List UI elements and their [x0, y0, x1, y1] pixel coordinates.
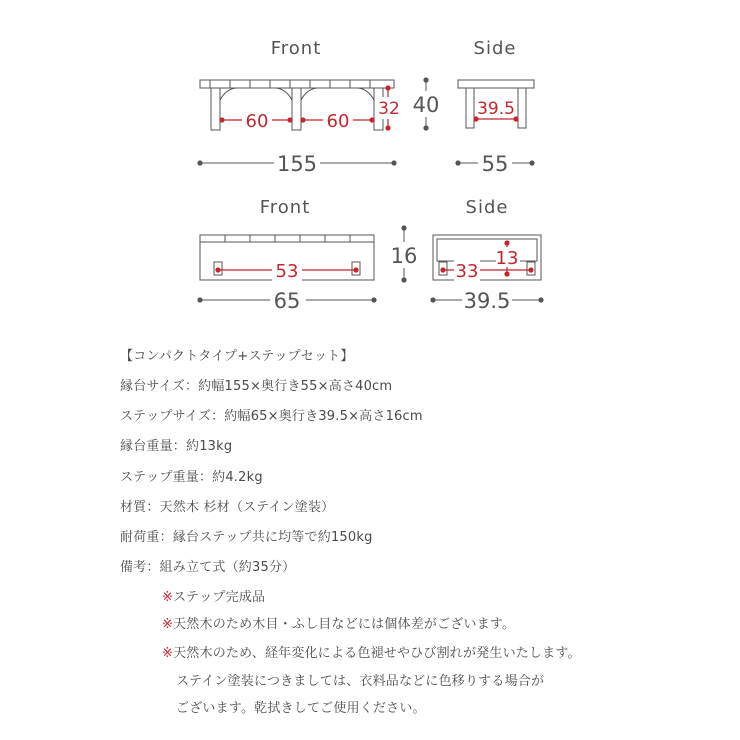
step-width-dim: [197, 287, 376, 313]
step-width-label: 65: [273, 289, 301, 313]
step-front-inner-dim: [215, 259, 358, 282]
note-text: 天然木のため木目・ふし目などには個体差がございます。: [173, 617, 516, 632]
product-dimension-diagram: [0, 0, 740, 330]
bench-side-title: Side: [473, 38, 517, 59]
note-mark: ※: [162, 617, 174, 632]
bench-front-dim-b: 60: [326, 111, 350, 132]
bench-height-dim: [412, 77, 442, 130]
spec-bench-size: 縁台サイズ：約幅155×奥行き55×高さ40cm: [120, 379, 393, 394]
spec-material: 材質：天然木 杉材（ステイン塗装）: [120, 500, 335, 515]
bench-front-drawing: [200, 80, 394, 130]
step-height-label: 16: [390, 244, 418, 268]
bench-front-title: Front: [270, 38, 322, 59]
note-mark: ※: [162, 646, 174, 661]
step-side-leg-label: 13: [495, 248, 519, 269]
bench-side-inner-dim: [473, 99, 518, 122]
note-item: [162, 613, 515, 632]
step-side-drawing: [433, 235, 541, 280]
note-item: [162, 586, 265, 605]
step-side-title: Side: [465, 197, 509, 218]
spec-step-size: ステップサイズ：約幅65×奥行き39.5×高さ16cm: [120, 409, 423, 424]
note-item: [162, 642, 581, 661]
step-height-dim: [390, 225, 418, 282]
bench-depth-label: 55: [481, 152, 509, 176]
spec-step-weight: ステップ重量：約4.2kg: [120, 470, 263, 485]
bench-front-leg-height: 32: [378, 99, 400, 119]
spec-remarks: 備考：組み立て式（約35分）: [120, 560, 296, 575]
spec-bench-weight: 縁台重量：約13kg: [120, 439, 233, 454]
bench-height-label: 40: [412, 93, 440, 117]
bench-depth-dim: [455, 150, 534, 176]
step-front-inner-label: 53: [275, 261, 299, 282]
step-side-inner-label: 33: [455, 261, 479, 282]
step-depth-label: 39.5: [463, 289, 511, 313]
note-continuation: ステイン塗装につきましては、衣料品などに色移りする場合が: [176, 674, 545, 689]
spec-load-capacity: 耐荷重：縁台ステップ共に均等で約150kg: [120, 530, 373, 545]
bench-width-dim: [197, 150, 396, 176]
note-text: 天然木のため、経年変化による色褪せやひび割れが発生いたします。: [173, 646, 581, 661]
step-depth-dim: [430, 287, 543, 313]
bench-front-inner-dims: [219, 85, 400, 132]
note-continuation: ございます。乾拭きしてご使用ください。: [176, 701, 426, 716]
note-text: ステップ完成品: [173, 590, 266, 605]
bench-front-dim-a: 60: [245, 111, 269, 132]
note-mark: ※: [162, 590, 174, 605]
bench-side-inner-label: 39.5: [477, 99, 515, 119]
bench-width-label: 155: [276, 152, 318, 176]
spec-heading: 【コンパクトタイプ+ステップセット】: [120, 349, 354, 364]
step-front-title: Front: [259, 197, 311, 218]
